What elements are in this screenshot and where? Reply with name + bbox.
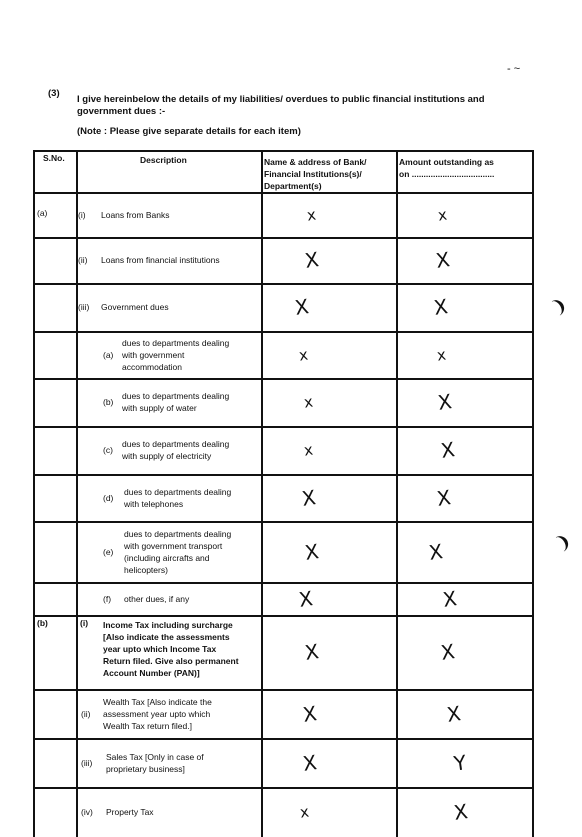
row-description-line: [Also indicate the assessments <box>103 632 230 642</box>
bank-cross-mark: X <box>297 585 315 612</box>
intro-line-1: I give hereinbelow the details of my liabilities/ overdues to public financial institutions and <box>77 94 485 105</box>
row-index: (b) <box>103 397 114 407</box>
table-border-right <box>532 150 534 837</box>
row-index: (iii) <box>78 302 90 312</box>
bank-cross-mark: x <box>305 204 318 225</box>
row-description-line: Return filed. Give also permanent <box>103 656 239 666</box>
table-border-top <box>33 150 533 152</box>
row-description-line: Property Tax <box>106 807 154 817</box>
column-divider-2 <box>261 150 263 837</box>
row-index: (iv) <box>81 807 93 817</box>
table-border-left <box>33 150 35 837</box>
bank-cross-mark: X <box>301 700 319 727</box>
bank-cross-mark: x <box>302 392 315 412</box>
row-divider <box>33 738 533 740</box>
row-description-line: Government dues <box>101 302 169 312</box>
row-description-line: dues to departments dealing <box>124 528 232 539</box>
intro-note: (Note : Please give separate details for each item) <box>77 126 301 137</box>
row-description-line: dues to departments dealing <box>122 391 230 401</box>
row-index: (c) <box>103 445 113 455</box>
amount-cross-mark: x <box>436 204 449 225</box>
amount-cross-mark: X <box>435 484 453 511</box>
amount-cross-mark: X <box>452 799 470 825</box>
header-name-line-1: Name & address of Bank/ <box>264 157 367 167</box>
row-divider <box>33 689 533 691</box>
amount-cross-mark: X <box>445 700 463 727</box>
header-description: Description <box>140 155 187 165</box>
header-sno: S.No. <box>43 153 65 163</box>
row-divider <box>33 474 533 476</box>
row-index: (f) <box>103 593 112 604</box>
amount-cross-mark: X <box>441 585 459 612</box>
bank-cross-mark: X <box>303 247 321 273</box>
bank-cross-mark: x <box>298 802 311 822</box>
row-divider <box>33 521 533 523</box>
bank-cross-mark: x <box>297 344 310 365</box>
amount-cross-mark: X <box>427 538 445 565</box>
bank-cross-mark: X <box>293 294 311 320</box>
row-index: (d) <box>103 492 114 503</box>
row-divider <box>33 237 533 239</box>
row-divider <box>33 787 533 789</box>
row-description-line: proprietary business] <box>106 763 185 774</box>
header-name-line-2: Financial Institutions(s)/ <box>264 169 362 179</box>
row-sno: (a) <box>37 208 48 218</box>
bank-cross-mark: X <box>300 484 318 511</box>
row-sno: (b) <box>37 618 48 628</box>
row-index: (e) <box>103 546 114 557</box>
row-description-line: Account Number (PAN)] <box>103 668 200 678</box>
row-divider <box>33 426 533 428</box>
row-index: (ii) <box>78 255 88 265</box>
row-index: (i) <box>80 618 89 628</box>
row-divider <box>33 378 533 380</box>
amount-cross-mark: x <box>435 344 448 365</box>
row-description-line: year upto which Income Tax <box>103 644 217 654</box>
amount-cross-mark: X <box>439 639 457 665</box>
row-description-line: with supply of water <box>122 403 197 413</box>
row-divider <box>33 615 533 617</box>
row-description-line: Wealth Tax return filed.] <box>103 720 192 731</box>
row-description-line: Loans from Banks <box>101 209 170 220</box>
amount-cross-mark: X <box>434 247 452 273</box>
bank-cross-mark: X <box>303 538 321 565</box>
row-description-line: with telephones <box>124 498 184 509</box>
item-number: (3) <box>48 88 60 99</box>
row-divider <box>33 283 533 285</box>
row-index: (ii) <box>81 708 91 719</box>
row-description-line: Wealth Tax [Also indicate the <box>103 696 212 707</box>
row-description-line: accommodation <box>122 361 183 372</box>
row-description-line: dues to departments dealing <box>122 439 230 449</box>
row-description-line: helicopters) <box>124 564 168 575</box>
row-description-line: dues to departments dealing <box>124 486 232 497</box>
row-index: (iii) <box>81 757 93 768</box>
corner-mark: - ~ <box>507 63 521 75</box>
row-index: (a) <box>103 349 114 360</box>
margin-mark-1: ❩ <box>547 293 572 320</box>
bank-cross-mark: x <box>302 440 315 460</box>
amount-cross-mark: X <box>432 294 450 320</box>
row-divider <box>33 331 533 333</box>
column-divider-3 <box>396 150 398 837</box>
amount-cross-mark: X <box>439 437 457 463</box>
row-description-line: assessment year upto which <box>103 708 211 719</box>
intro-line-2: government dues :- <box>77 106 166 117</box>
header-amount-line-1: Amount outstanding as <box>399 157 494 167</box>
row-description-line: other dues, if any <box>124 593 190 604</box>
row-description-line: Sales Tax [Only in case of <box>106 751 204 762</box>
row-description-line: Loans from financial institutions <box>101 255 220 265</box>
bank-cross-mark: X <box>301 749 319 776</box>
row-description-line: dues to departments dealing <box>122 337 230 348</box>
header-amount-line-2: on ................................... <box>399 169 495 179</box>
amount-cross-mark: Y <box>452 749 468 776</box>
row-index: (i) <box>78 209 86 220</box>
row-divider <box>33 582 533 584</box>
row-description-line: with supply of electricity <box>122 451 212 461</box>
margin-mark-2: ❩ <box>551 529 576 556</box>
header-name-line-3: Department(s) <box>264 181 322 191</box>
row-description-line: with government transport <box>124 540 223 551</box>
row-description-line: with government <box>122 349 185 360</box>
row-divider <box>33 192 533 194</box>
amount-cross-mark: X <box>436 389 454 415</box>
row-description-line: Income Tax including surcharge <box>103 620 233 630</box>
bank-cross-mark: X <box>303 639 321 665</box>
row-description-line: (including aircrafts and <box>124 552 210 563</box>
